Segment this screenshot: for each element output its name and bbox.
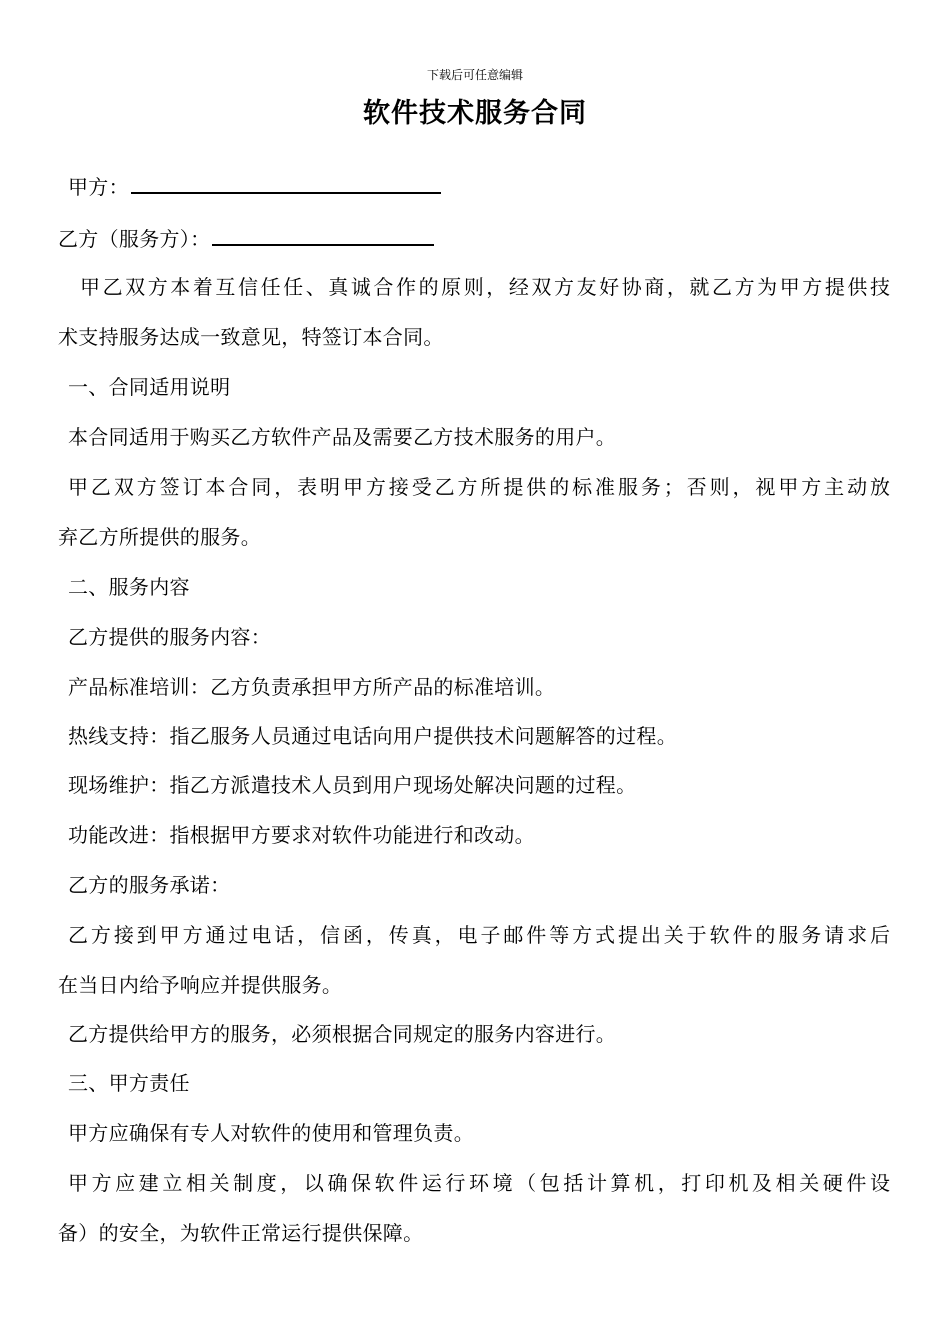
section-3-paragraph-2-line-1: 甲方应建立相关制度，以确保软件运行环境（包括计算机，打印机及相关硬件设 <box>68 1171 890 1195</box>
section-2-paragraph-2: 产品标准培训：乙方负责承担甲方所产品的标准培训。 <box>68 675 556 699</box>
section-3-heading: 三、甲方责任 <box>68 1071 190 1095</box>
section-2-paragraph-7-line-1: 乙方接到甲方通过电话，信函，传真，电子邮件等方式提出关于软件的服务请求后 <box>68 923 890 947</box>
section-1-paragraph-2-line-2: 弃乙方所提供的服务。 <box>58 525 261 549</box>
section-1-paragraph-2-line-1: 甲乙双方签订本合同，表明甲方接受乙方所提供的标准服务；否则，视甲方主动放 <box>68 475 890 499</box>
intro-line-1: 甲乙双方本着互信任任、真诚合作的原则，经双方友好协商，就乙方为甲方提供技 <box>80 275 890 299</box>
intro-line-2: 术支持服务达成一致意见，特签订本合同。 <box>58 325 444 349</box>
section-3-paragraph-1: 甲方应确保有专人对软件的使用和管理负责。 <box>68 1121 474 1145</box>
section-2-paragraph-3: 热线支持：指乙服务人员通过电话向用户提供技术问题解答的过程。 <box>68 724 677 748</box>
section-3-paragraph-2-line-2: 备）的安全，为软件正常运行提供保障。 <box>58 1221 424 1245</box>
party-b-blank[interactable] <box>212 226 434 246</box>
section-2-paragraph-8: 乙方提供给甲方的服务，必须根据合同规定的服务内容进行。 <box>68 1022 617 1046</box>
party-a-blank[interactable] <box>131 174 441 194</box>
document-title: 软件技术服务合同 <box>363 98 587 129</box>
section-1-heading: 一、合同适用说明 <box>68 375 231 399</box>
party-a-line <box>68 173 441 201</box>
header-note: 下载后可任意编辑 <box>426 68 523 82</box>
section-2-paragraph-6: 乙方的服务承诺： <box>68 873 231 897</box>
party-b-line <box>58 225 434 253</box>
section-2-paragraph-7-line-2: 在当日内给予响应并提供服务。 <box>58 973 343 997</box>
section-1-paragraph-1: 本合同适用于购买乙方软件产品及需要乙方技术服务的用户。 <box>68 425 617 449</box>
party-a-label: 甲方： <box>68 175 129 199</box>
party-b-label: 乙方（服务方）： <box>58 227 211 251</box>
section-2-paragraph-5: 功能改进：指根据甲方要求对软件功能进行和改动。 <box>68 823 535 847</box>
section-2-heading: 二、服务内容 <box>68 575 190 599</box>
section-2-paragraph-1: 乙方提供的服务内容： <box>68 625 271 649</box>
section-2-paragraph-4: 现场维护：指乙方派遣技术人员到用户现场处解决问题的过程。 <box>68 773 637 797</box>
